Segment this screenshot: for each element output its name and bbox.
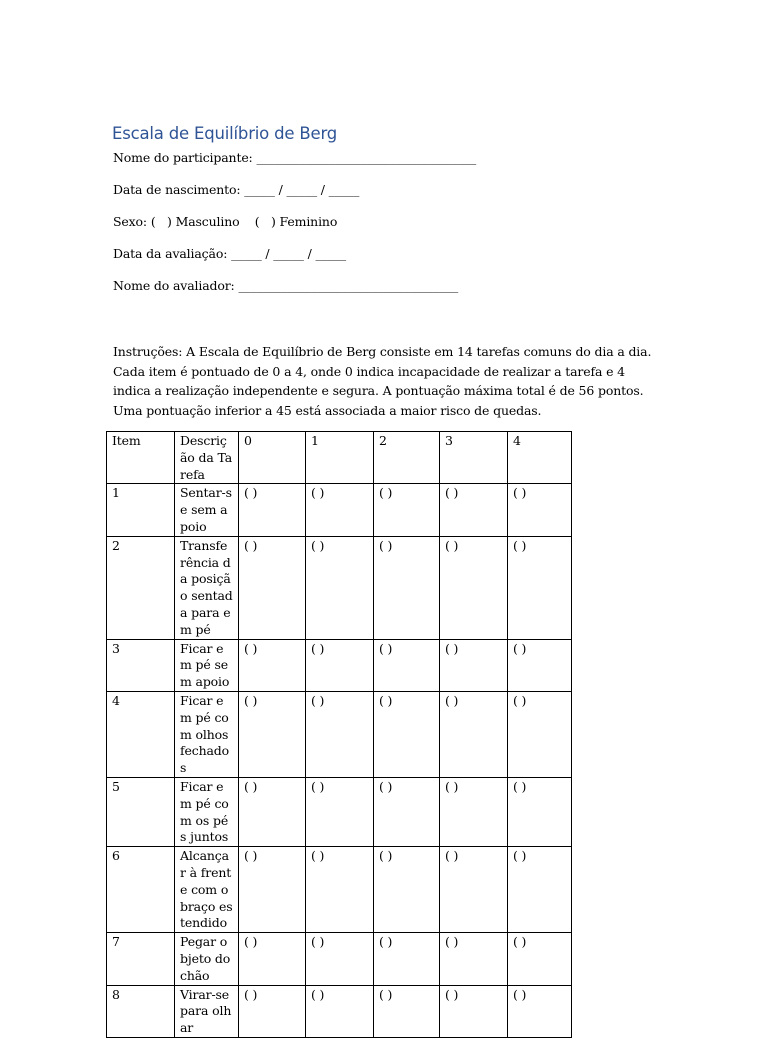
assessor-name-field[interactable]: Nome do avaliador: ____________________________________ (113, 278, 459, 293)
score-0-checkbox[interactable]: ( ) (239, 847, 306, 933)
participant-name-field[interactable]: Nome do participante: ____________________________________ (113, 150, 477, 165)
score-3-checkbox[interactable]: ( ) (440, 933, 508, 985)
table-row (107, 777, 572, 846)
score-3-checkbox[interactable]: ( ) (440, 536, 508, 639)
score-4-checkbox[interactable]: ( ) (508, 639, 572, 691)
score-0-checkbox[interactable]: ( ) (239, 536, 306, 639)
score-0-checkbox[interactable]: ( ) (239, 639, 306, 691)
instructions-paragraph: Instruções: A Escala de Equilíbrio de Berg consiste em 14 tarefas comuns do dia a dia. Cada item é pontuado de 0 a 4, onde 0 indica incapacidade de realizar a tarefa e 4 indica a realização independente e segura. A pontuação máxima total é de 56 pontos. Uma pontuação inferior a 45 está associada a maior risco de quedas. (113, 344, 652, 418)
header-score-1: 1 (306, 432, 374, 484)
table-header (107, 432, 572, 484)
score-1-checkbox[interactable]: ( ) (306, 639, 374, 691)
sex-field[interactable]: Sexo: ( ) Masculino ( ) Feminino (113, 214, 338, 229)
score-3-checkbox[interactable]: ( ) (440, 985, 508, 1037)
task-description: Ficar em pé com olhos fechados (175, 691, 239, 777)
score-1-checkbox[interactable]: ( ) (306, 484, 374, 536)
score-1-checkbox[interactable]: ( ) (306, 777, 374, 846)
score-2-checkbox[interactable]: ( ) (374, 536, 440, 639)
table-row (107, 985, 572, 1037)
score-3-checkbox[interactable]: ( ) (440, 639, 508, 691)
score-2-checkbox[interactable]: ( ) (374, 933, 440, 985)
berg-scale-table (106, 431, 572, 1038)
score-1-checkbox[interactable]: ( ) (306, 847, 374, 933)
score-4-checkbox[interactable]: ( ) (508, 536, 572, 639)
table-body (107, 484, 572, 1038)
task-description: Virar-se para olhar (175, 985, 239, 1037)
header-score-4: 4 (508, 432, 572, 484)
item-number: 6 (107, 847, 175, 933)
header-score-2: 2 (374, 432, 440, 484)
score-2-checkbox[interactable]: ( ) (374, 847, 440, 933)
score-4-checkbox[interactable]: ( ) (508, 777, 572, 846)
score-3-checkbox[interactable]: ( ) (440, 777, 508, 846)
assessment-date-field[interactable]: Data da avaliação: _____ / _____ / _____ (113, 246, 346, 261)
score-1-checkbox[interactable]: ( ) (306, 691, 374, 777)
score-2-checkbox[interactable]: ( ) (374, 985, 440, 1037)
table-row (107, 933, 572, 985)
table-header-row (107, 432, 572, 484)
item-number: 4 (107, 691, 175, 777)
header-score-0: 0 (239, 432, 306, 484)
document-title: Escala de Equilíbrio de Berg (112, 124, 338, 143)
score-3-checkbox[interactable]: ( ) (440, 691, 508, 777)
score-2-checkbox[interactable]: ( ) (374, 691, 440, 777)
score-3-checkbox[interactable]: ( ) (440, 847, 508, 933)
item-number: 1 (107, 484, 175, 536)
birth-date-field[interactable]: Data de nascimento: _____ / _____ / _____ (113, 182, 360, 197)
item-number: 5 (107, 777, 175, 846)
score-0-checkbox[interactable]: ( ) (239, 691, 306, 777)
table-row (107, 847, 572, 933)
header-score-3: 3 (440, 432, 508, 484)
score-0-checkbox[interactable]: ( ) (239, 777, 306, 846)
task-description: Alcançar à frente com o braço estendido (175, 847, 239, 933)
header-item: Item (107, 432, 175, 484)
score-0-checkbox[interactable]: ( ) (239, 985, 306, 1037)
task-description: Ficar em pé sem apoio (175, 639, 239, 691)
score-4-checkbox[interactable]: ( ) (508, 691, 572, 777)
score-1-checkbox[interactable]: ( ) (306, 933, 374, 985)
header-task-description: Descrição da Tarefa (175, 432, 239, 484)
score-0-checkbox[interactable]: ( ) (239, 933, 306, 985)
table-row (107, 536, 572, 639)
score-4-checkbox[interactable]: ( ) (508, 847, 572, 933)
score-4-checkbox[interactable]: ( ) (508, 933, 572, 985)
score-2-checkbox[interactable]: ( ) (374, 484, 440, 536)
item-number: 7 (107, 933, 175, 985)
score-1-checkbox[interactable]: ( ) (306, 536, 374, 639)
score-4-checkbox[interactable]: ( ) (508, 484, 572, 536)
table-row (107, 484, 572, 536)
item-number: 8 (107, 985, 175, 1037)
item-number: 3 (107, 639, 175, 691)
item-number: 2 (107, 536, 175, 639)
table-row (107, 639, 572, 691)
score-2-checkbox[interactable]: ( ) (374, 639, 440, 691)
task-description: Transferência da posição sentada para em pé (175, 536, 239, 639)
score-4-checkbox[interactable]: ( ) (508, 985, 572, 1037)
score-2-checkbox[interactable]: ( ) (374, 777, 440, 846)
score-3-checkbox[interactable]: ( ) (440, 484, 508, 536)
task-description: Sentar-se sem apoio (175, 484, 239, 536)
score-0-checkbox[interactable]: ( ) (239, 484, 306, 536)
task-description: Pegar objeto do chão (175, 933, 239, 985)
score-1-checkbox[interactable]: ( ) (306, 985, 374, 1037)
task-description: Ficar em pé com os pés juntos (175, 777, 239, 846)
table-row (107, 691, 572, 777)
